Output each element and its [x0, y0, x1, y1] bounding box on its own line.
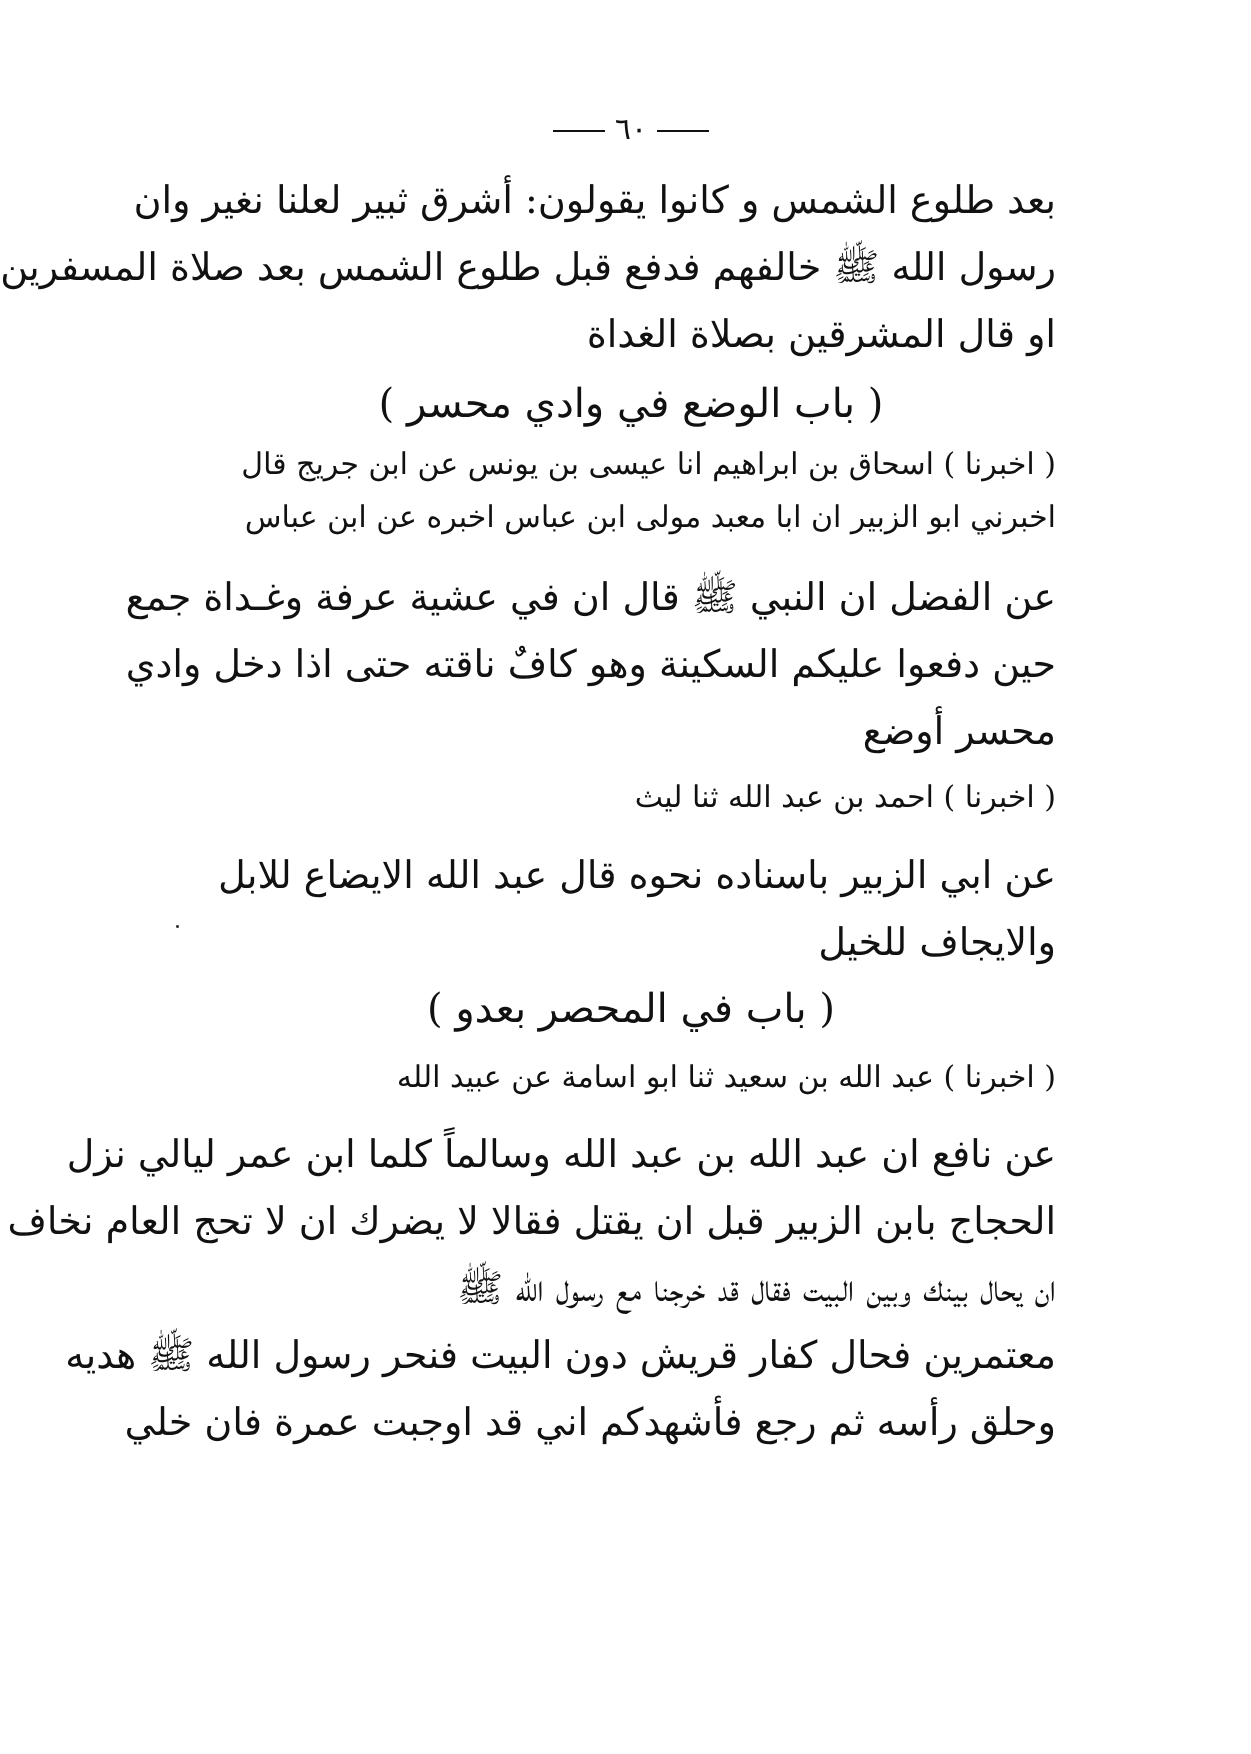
text-line-10: الحجاج بابن الزبير قبل ان يقتل فقالا لا يضرك ان لا تحج العام نخاف — [7, 1199, 1056, 1243]
page-number-dash-left — [657, 130, 709, 132]
text-line-11: ان يحال بينك وبين البيت فقال قد خرجنا مع رسول الله ﷺ — [457, 1266, 1056, 1310]
text-line-5: حين دفعوا عليكم السكينة وهو كافٌ ناقته حتى اذا دخل وادي — [125, 642, 1056, 686]
page-number-text: ٦٠ — [614, 112, 648, 147]
isnad-line-4: ( اخبرنا ) عبد الله بن سعيد ثنا ابو اسامة عن عبيد الله — [396, 1060, 1056, 1095]
text-line-2: رسول الله ﷺ خالفهم فدفع قبل طلوع الشمس بعد صلاة المسفرين — [0, 245, 1056, 289]
isnad-line-2: اخبرني ابو الزبير ان ابا معبد مولى ابن عباس اخبره عن ابن عباس — [244, 500, 1056, 535]
page-number — [11, 112, 1251, 147]
text-line-4: عن الفضل ان النبي ﷺ قال ان في عشية عرفة وغـداة جمع — [125, 575, 1056, 619]
isnad-line-1: ( اخبرنا ) اسحاق بن ابراهيم انا عيسى بن يونس عن ابن جريج قال — [241, 447, 1056, 482]
text-line-7: عن ابي الزبير باسناده نحوه قال عبد الله الايضاع للابل — [218, 853, 1056, 897]
speck — [176, 925, 179, 928]
section-heading-2: ( باب في المحصر بعدو ) — [427, 986, 835, 1032]
text-line-1: بعد طلوع الشمس و كانوا يقولون: أشرق ثبير لعلنا نغير وان — [133, 178, 1056, 222]
section-heading-1: ( باب الوضع في وادي محسر ) — [378, 381, 884, 427]
text-line-13: وحلق رأسه ثم رجع فأشهدكم اني قد اوجبت عمرة فان خلي — [124, 1400, 1056, 1444]
page-number-dash-right — [553, 130, 605, 132]
text-line-9: عن نافع ان عبد الله بن عبد الله وسالماً كلما ابن عمر ليالي نزل — [66, 1132, 1056, 1176]
text-line-12: معتمرين فحال كفار قريش دون البيت فنحر رسول الله ﷺ هديه — [65, 1333, 1056, 1377]
text-line-8: والايجاف للخيل — [818, 920, 1056, 964]
text-line-6: محسر أوضع — [862, 709, 1056, 753]
text-line-3: او قال المشرقين بصلاة الغداة — [586, 312, 1056, 356]
isnad-line-3: ( اخبرنا ) احمد بن عبد الله ثنا ليث — [634, 780, 1056, 815]
